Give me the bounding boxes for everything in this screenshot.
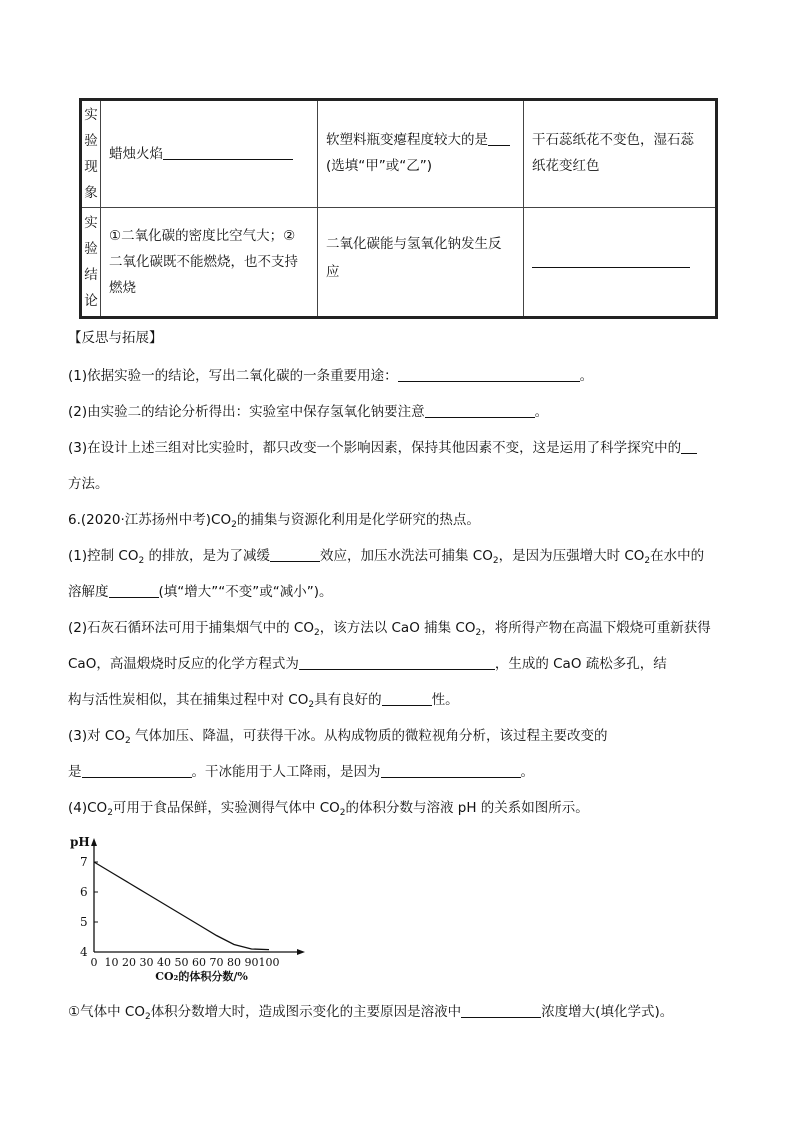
q6-part2-line1 bbox=[68, 618, 722, 638]
text: ，生成的 CaO 疏松多孔，结 bbox=[494, 656, 667, 672]
text: 。 bbox=[520, 764, 534, 780]
table-row-conclusion bbox=[81, 208, 717, 318]
text: (4)CO bbox=[68, 800, 108, 816]
q6-sub1 bbox=[68, 1002, 722, 1022]
q6-part4 bbox=[68, 798, 722, 818]
subscript: 2 bbox=[144, 1012, 151, 1022]
text: CaO，高温煅烧时反应的化学方程式为 bbox=[68, 656, 299, 672]
cell-litmus bbox=[524, 100, 717, 208]
text: 的捕集与资源化利用是化学研究的热点。 bbox=[236, 512, 480, 528]
text: 具有良好的 bbox=[314, 692, 382, 708]
text: 在水中的 bbox=[650, 548, 705, 564]
q2-end: 。 bbox=[534, 404, 549, 420]
q6-part3-line1 bbox=[68, 726, 722, 746]
q6-part3-line2 bbox=[68, 762, 722, 782]
q1-text: (1)依据实验一的结论，写出二氧化碳的一条重要用途： bbox=[68, 368, 398, 384]
text: 的排放，是为了减缓 bbox=[144, 548, 270, 564]
subscript: 2 bbox=[644, 556, 651, 566]
answer-blank[interactable] bbox=[425, 403, 535, 418]
conclusion-text-1: ①二氧化碳的密度比空气大；② bbox=[109, 228, 296, 244]
x-tick-label: 100 bbox=[258, 956, 280, 969]
q6-part2-line3 bbox=[68, 690, 722, 710]
text: 6.(2020·江苏扬州中考)CO bbox=[68, 512, 232, 528]
reflection-q3-end: 方法。 bbox=[68, 476, 109, 492]
header-char: 实 bbox=[84, 107, 98, 123]
text: 溶解度 bbox=[68, 584, 109, 600]
text: 效应，加压水洗法可捕集 CO bbox=[320, 548, 493, 564]
q6-part2-line2 bbox=[68, 654, 722, 674]
y-tick-label: 5 bbox=[80, 915, 88, 929]
text: ①气体中 CO bbox=[68, 1004, 145, 1020]
subscript: 2 bbox=[231, 520, 237, 530]
subscript: 2 bbox=[475, 628, 482, 638]
answer-blank[interactable] bbox=[299, 655, 495, 670]
answer-blank[interactable] bbox=[163, 145, 293, 160]
x-tick-label: 40 bbox=[157, 956, 171, 969]
bottle-text: 软塑料瓶变瘪程度较大的是 bbox=[326, 132, 488, 148]
text: 可用于食品保鲜，实验测得气体中 CO bbox=[112, 800, 340, 816]
text: (3)对 CO bbox=[68, 728, 125, 744]
header-char: 结 bbox=[84, 267, 98, 283]
header-char: 象 bbox=[84, 185, 98, 201]
x-tick-label: 70 bbox=[209, 956, 224, 969]
answer-blank[interactable] bbox=[381, 763, 521, 778]
subscript: 2 bbox=[308, 700, 315, 710]
answer-blank[interactable] bbox=[681, 439, 697, 454]
text: ，是因为压强增大时 CO bbox=[498, 548, 645, 564]
q6-part1-line2 bbox=[68, 582, 722, 602]
text: (填“增大”“不变”或“减小”)。 bbox=[158, 584, 333, 600]
row-header-conclusion bbox=[81, 208, 101, 318]
bottle-hint: (选填“甲”或“乙”) bbox=[326, 158, 433, 174]
text: 浓度增大(填化学式)。 bbox=[541, 1004, 674, 1020]
subscript: 2 bbox=[313, 628, 320, 638]
text: ，该方法以 CaO 捕集 CO bbox=[319, 620, 476, 636]
conclusion-text-3: 燃烧 bbox=[109, 280, 136, 296]
answer-blank[interactable] bbox=[270, 547, 320, 562]
answer-blank[interactable] bbox=[532, 253, 690, 268]
x-tick-label: 90 bbox=[244, 956, 259, 969]
table-row-phenomenon bbox=[81, 100, 717, 208]
header-char: 实 bbox=[84, 215, 98, 231]
q6-intro bbox=[68, 510, 722, 530]
reaction-text-2: 应 bbox=[326, 264, 340, 280]
q2-text: (2)由实验二的结论分析得出：实验室中保存氢氧化钠要注意 bbox=[68, 404, 425, 420]
text: 气体加压、降温，可获得干冰。从构成物质的微粒视角分析，该过程主要改变的 bbox=[130, 728, 608, 744]
y-axis-label: pH bbox=[70, 835, 90, 849]
answer-blank[interactable] bbox=[461, 1003, 541, 1018]
x-axis-label: CO₂的体积分数/% bbox=[155, 970, 248, 982]
answer-blank[interactable] bbox=[488, 131, 510, 146]
text: (2)石灰石循环法可用于捕集烟气中的 CO bbox=[68, 620, 314, 636]
text: 构与活性炭相似，其在捕集过程中对 CO bbox=[68, 692, 309, 708]
reaction-text-1: 二氧化碳能与氢氧化钠发生反 bbox=[326, 236, 502, 252]
header-char: 论 bbox=[84, 293, 98, 309]
q3-text: (3)在设计上述三组对比实验时，都只改变一个影响因素，保持其他因素不变，这是运用了科学探究中的 bbox=[68, 440, 682, 456]
reflection-title: 【反思与拓展】 bbox=[68, 330, 163, 346]
subscript: 2 bbox=[339, 808, 346, 818]
x-tick-label: 30 bbox=[139, 956, 154, 969]
answer-blank[interactable] bbox=[109, 583, 159, 598]
text: (1)控制 CO bbox=[68, 548, 139, 564]
experiment-table bbox=[79, 98, 718, 319]
candle-text: 蜡烛火焰 bbox=[109, 146, 163, 162]
header-char: 现 bbox=[84, 159, 98, 175]
subscript: 2 bbox=[138, 556, 145, 566]
reflection-q1 bbox=[68, 366, 722, 386]
text: 是 bbox=[68, 764, 82, 780]
x-tick-label: 50 bbox=[174, 956, 189, 969]
cell-naoh-reaction bbox=[318, 208, 524, 318]
answer-blank[interactable] bbox=[398, 367, 580, 382]
ph-chart bbox=[70, 832, 310, 982]
x-tick-label: 60 bbox=[192, 956, 206, 969]
header-char: 验 bbox=[84, 133, 98, 149]
conclusion-text-2: 二氧化碳既不能燃烧，也不支持 bbox=[109, 254, 298, 270]
cell-bottle bbox=[318, 100, 524, 208]
litmus-text-1: 干石蕊纸花不变色，湿石蕊 bbox=[532, 132, 694, 148]
x-tick-label: 80 bbox=[227, 956, 241, 969]
x-axis-arrow bbox=[297, 949, 305, 955]
y-tick-label: 4 bbox=[80, 945, 88, 959]
cell-candle bbox=[101, 100, 318, 208]
cell-co2-property bbox=[101, 208, 318, 318]
header-char: 验 bbox=[84, 241, 98, 257]
x-tick-label: 0 bbox=[90, 956, 98, 969]
subscript: 2 bbox=[107, 808, 113, 818]
x-tick-label: 10 bbox=[104, 956, 119, 969]
litmus-text-2: 纸花变红色 bbox=[532, 158, 600, 174]
reflection-q2 bbox=[68, 402, 722, 422]
q1-end: 。 bbox=[579, 368, 594, 384]
y-axis-arrow bbox=[91, 838, 97, 846]
answer-blank[interactable] bbox=[82, 763, 192, 778]
series-line-ph bbox=[94, 862, 269, 950]
text: 体积分数增大时，造成图示变化的主要原因是溶液中 bbox=[150, 1004, 462, 1020]
y-tick-label: 7 bbox=[80, 855, 88, 869]
subscript: 2 bbox=[492, 556, 499, 566]
text: 。干冰能用于人工降雨，是因为 bbox=[191, 764, 381, 780]
row-header-phenomenon bbox=[81, 100, 101, 208]
reflection-q3 bbox=[68, 438, 722, 458]
cell-answer bbox=[524, 208, 717, 318]
subscript: 2 bbox=[124, 736, 131, 746]
q6-part1-line1 bbox=[68, 546, 722, 566]
text: 的体积分数与溶液 pH 的关系如图所示。 bbox=[345, 800, 589, 816]
text: 性。 bbox=[431, 692, 459, 708]
text: ，将所得产物在高温下煅烧可重新获得 bbox=[481, 620, 711, 636]
x-tick-label: 20 bbox=[122, 956, 136, 969]
y-tick-label: 6 bbox=[80, 885, 88, 899]
answer-blank[interactable] bbox=[382, 691, 432, 706]
